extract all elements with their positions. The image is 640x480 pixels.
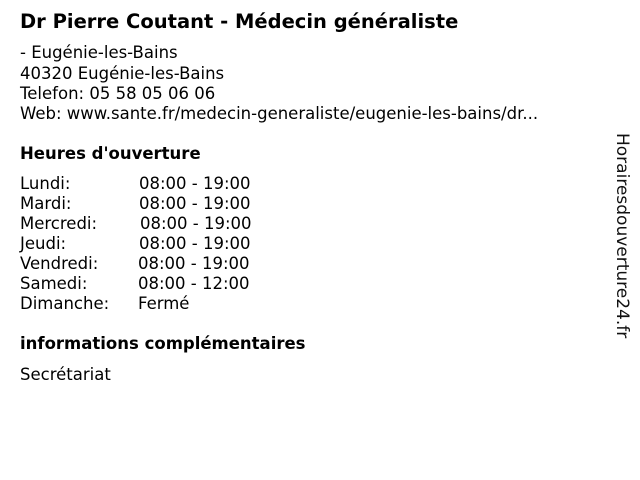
day-label: Lundi: (20, 174, 71, 193)
website-line: Web: www.sante.fr/medecin-generaliste/eugenie-les-bains/dr... (20, 104, 539, 123)
address-line-2: 40320 Eugénie-les-Bains (20, 64, 225, 83)
opening-hours-heading: Heures d'ouverture (20, 144, 201, 163)
day-label: Samedi: (20, 274, 88, 293)
time-value: 08:00 - 19:00 (140, 214, 252, 233)
time-value: Fermé (138, 294, 190, 313)
page-title: Dr Pierre Coutant - Médecin généraliste (20, 10, 459, 33)
time-value: 08:00 - 19:00 (138, 254, 250, 273)
additional-info-heading: informations complémentaires (20, 334, 306, 353)
time-value: 08:00 - 19:00 (139, 234, 251, 253)
time-value: 08:00 - 12:00 (138, 274, 250, 293)
day-label: Jeudi: (20, 234, 67, 253)
day-label: Vendredi: (20, 254, 99, 273)
day-label: Mardi: (20, 194, 72, 213)
address-line-1: - Eugénie-les-Bains (20, 43, 178, 62)
time-value: 08:00 - 19:00 (139, 194, 251, 213)
day-label: Dimanche: (20, 294, 110, 313)
site-watermark: Horairesdouverture24.fr (612, 133, 632, 339)
time-value: 08:00 - 19:00 (139, 174, 251, 193)
day-label: Mercredi: (20, 214, 98, 233)
additional-info-text: Secrétariat (20, 365, 111, 384)
phone-line: Telefon: 05 58 05 06 06 (20, 84, 216, 103)
